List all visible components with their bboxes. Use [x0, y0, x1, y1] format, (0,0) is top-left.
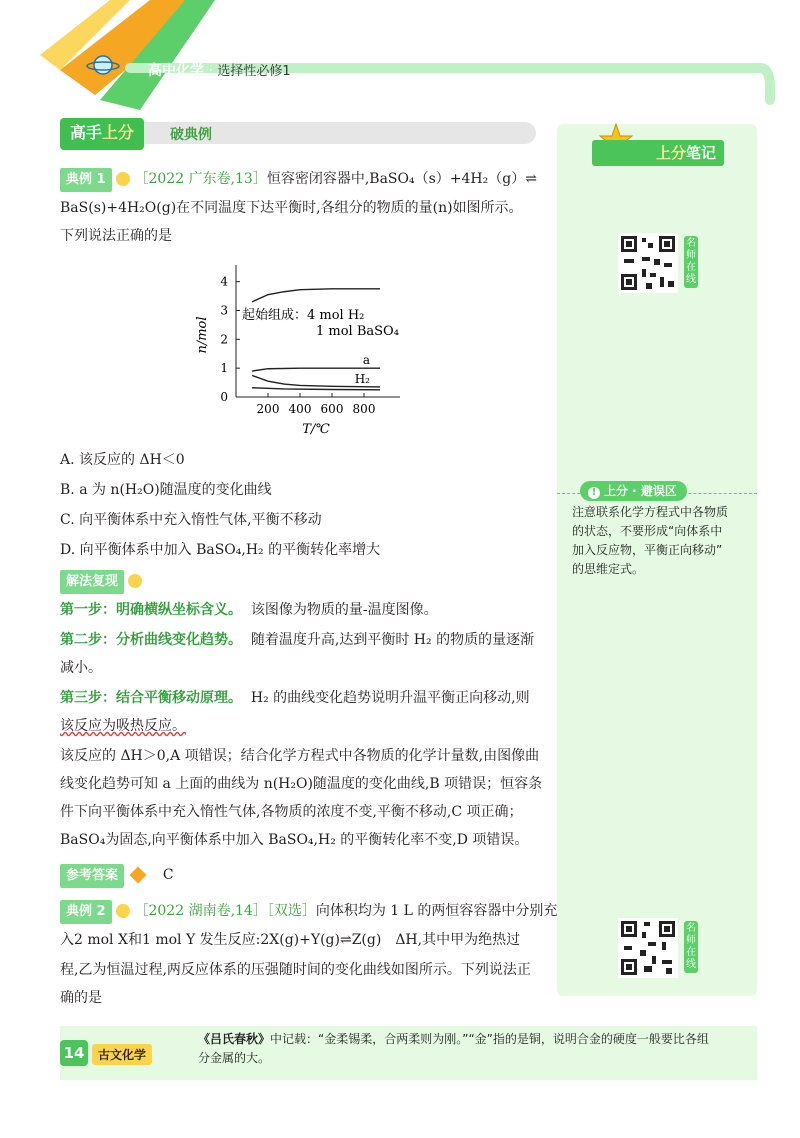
page-number: 14 — [60, 1040, 88, 1066]
qr-code-1[interactable] — [618, 233, 678, 293]
ex1-line2: BaS(s)+4H₂O(g)在不同温度下达平衡时,各组分的物质的量(n)如图所示。 — [60, 200, 523, 216]
warning-icon: ! — [588, 487, 600, 499]
answer-row — [60, 864, 174, 888]
x-tick-label: 200 — [256, 402, 280, 416]
step1: 第一步：明确横纵坐标含义。 该图像为物质的量-温度图像。 — [60, 602, 438, 618]
section-title: 高手上分 — [60, 118, 144, 150]
answer-label: 参考答案 — [60, 864, 124, 888]
ex1-source: ［2022 广东卷,13］ — [134, 171, 267, 187]
planet-icon — [86, 52, 120, 76]
ex1-option-c: C. 向平衡体系中充入惰性气体,平衡不移动 — [60, 512, 322, 528]
x-tick-label: 400 — [288, 402, 312, 416]
ex1-option-d: D. 向平衡体系中加入 BaSO₄,H₂ 的平衡转化率增大 — [60, 542, 381, 558]
avoid-title: ! 上分 · 避误区 — [580, 481, 687, 501]
para-3: 件下向平衡体系中充入惰性气体,各物质的浓度不变,平衡不移动,C 项正确； — [60, 804, 523, 820]
qr-tag-2: 名师在线 — [684, 921, 698, 973]
ex2-line3: 程,乙为恒温过程,两反应体系的压强随时间的变化曲线如图所示。下列说法正 — [60, 962, 531, 978]
annotation-line1: 起始组成：4 mol H₂ — [242, 308, 365, 324]
qr-tag-1: 名师在线 — [684, 236, 698, 288]
series-line-3 — [252, 388, 380, 390]
avoid-text: 注意联系化学方程式中各物质 的状态，不要形成“向体系中 加入反应物，平衡正向移动” 的思维定式。 — [572, 505, 729, 576]
series-label-2: H₂ — [354, 371, 370, 386]
chart-n-vs-t — [190, 262, 410, 442]
notes-title: 上分笔记 — [592, 140, 724, 166]
step2: 第二步：分析曲线变化趋势。 随着温度升高,达到平衡时 H₂ 的物质的量逐渐 — [60, 632, 535, 648]
series-line-0 — [252, 289, 380, 302]
pencil-icon — [130, 867, 147, 884]
annotation-line2: 1 mol BaSO₄ — [316, 324, 399, 339]
ex2-source: ［2022 湖南卷,14］［双选］ — [134, 903, 316, 919]
sun-icon — [128, 574, 142, 588]
step3-cont: 该反应为吸热反应。 — [60, 718, 186, 734]
sun-icon — [116, 904, 130, 918]
qr-code-2[interactable] — [618, 918, 678, 978]
section-subtitle: 破典例 — [170, 127, 212, 143]
step3: 第三步：结合平衡移动原理。 H₂ 的曲线变化趋势说明升温平衡正向移动,则 — [60, 690, 530, 706]
header-decoration — [0, 0, 800, 110]
ex2-line1 — [60, 900, 557, 924]
ex2-text1: 向体积均为 1 L 的两恒容容器中分别充 — [315, 903, 558, 919]
ex2-label: 典例 2 — [60, 900, 112, 924]
y-tick-label: 1 — [220, 361, 228, 376]
y-tick-label: 0 — [220, 390, 228, 404]
solution-header — [60, 570, 142, 594]
ex2-line2: 入2 mol X和1 mol Y 发生反应:2X(g)+Y(g)⇌Z(g) ΔH,其中甲为绝热过 — [60, 932, 521, 948]
para-2: 线变化趋势可知 a 上面的曲线为 n(H₂O)随温度的变化曲线,B 项错误；恒容条 — [60, 776, 543, 792]
ex1-line3: 下列说法正确的是 — [60, 228, 172, 244]
ex1-text1: 恒容密闭容器中,BaSO₄（s）+4H₂（g）⇌ — [266, 171, 537, 187]
y-tick-label: 3 — [220, 303, 228, 318]
x-tick-label: 800 — [352, 402, 376, 416]
x-axis-label: T/℃ — [302, 422, 330, 437]
series-label-1: a — [362, 353, 370, 368]
footer-quote: 《吕氏春秋》中记载：“金柔锡柔，合两柔则为刚。”“金”指的是铜，说明合金的硬度一般要比各组 分金属的大。 — [198, 1032, 709, 1065]
ex1-option-b: B. a 为 n(H₂O)随温度的变化曲线 — [60, 482, 272, 498]
sun-icon — [116, 172, 130, 186]
ex1-label: 典例 1 — [60, 168, 112, 192]
ex1-line1 — [60, 168, 537, 192]
header-title: 高中化学 · 选择性必修1 — [148, 63, 291, 79]
footer-tag: 古文化学 — [92, 1044, 152, 1065]
para-1: 该反应的 ΔH＞0,A 项错误；结合化学方程式中各物质的化学计量数,由图像曲 — [60, 748, 540, 764]
ex2-line4: 确的是 — [60, 990, 102, 1006]
ex1-option-a: A. 该反应的 ΔH＜0 — [60, 452, 185, 468]
step2-cont: 减小。 — [60, 660, 102, 676]
series-line-1 — [252, 368, 380, 371]
y-tick-label: 4 — [220, 274, 228, 289]
solution-label: 解法复现 — [60, 570, 124, 594]
y-axis-label: n/mol — [195, 316, 210, 354]
para-4: BaSO₄为固态,向平衡体系中加入 BaSO₄,H₂ 的平衡转化率不变,D 项错误。 — [60, 832, 529, 848]
x-tick-label: 600 — [320, 402, 344, 416]
answer-value: C — [162, 867, 174, 883]
y-tick-label: 2 — [220, 332, 228, 347]
